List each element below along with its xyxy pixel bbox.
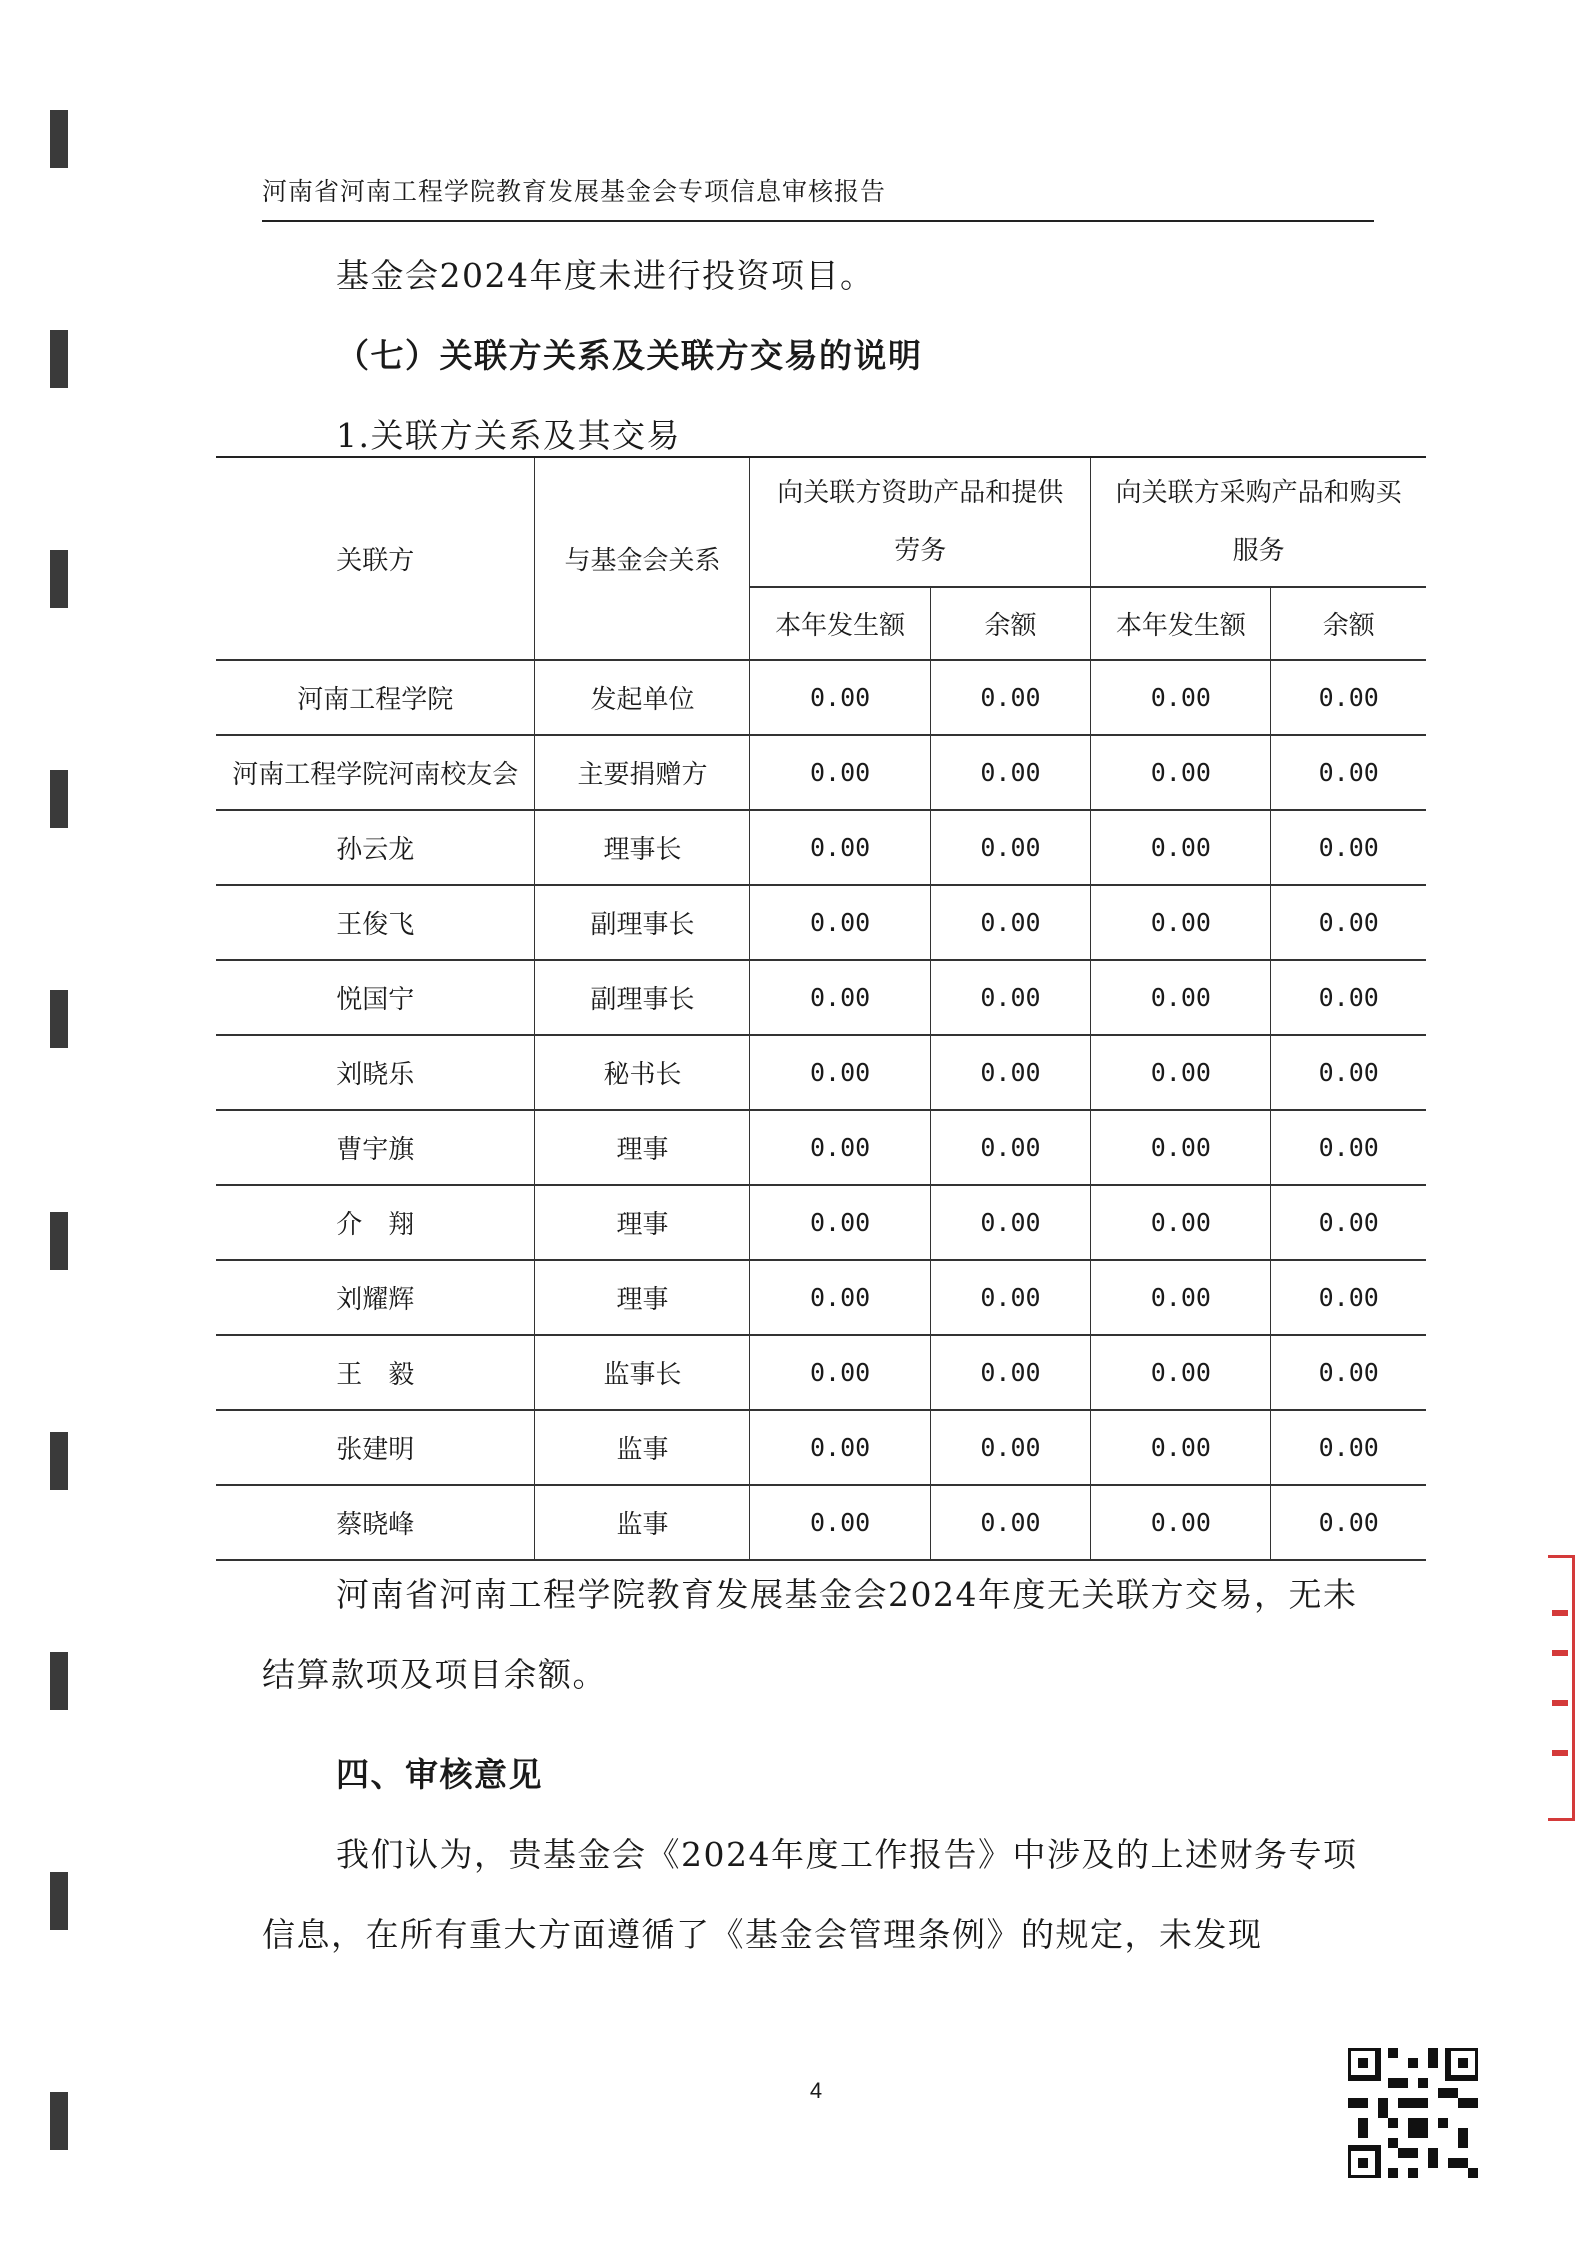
value-cell: 0.00 (1271, 1185, 1426, 1260)
value-cell: 0.00 (1091, 1035, 1271, 1110)
table-row (216, 1035, 1426, 1110)
value-cell: 0.00 (1091, 1185, 1271, 1260)
party-cell: 张建明 (216, 1410, 535, 1485)
value-cell: 0.00 (1091, 1110, 1271, 1185)
party-cell: 介 翔 (216, 1185, 535, 1260)
value-cell: 0.00 (1091, 960, 1271, 1035)
value-cell: 0.00 (930, 1260, 1090, 1335)
relation-cell: 理事 (535, 1185, 750, 1260)
value-cell: 0.00 (930, 885, 1090, 960)
party-cell: 河南工程学院河南校友会 (216, 735, 535, 810)
value-cell: 0.00 (1271, 810, 1426, 885)
value-cell: 0.00 (1271, 1260, 1426, 1335)
paragraph-opinion: 我们认为，贵基金会《2024年度工作报告》中涉及的上述财务专项信息，在所有重大方面遵循了《基金会管理条例》的规定，未发现 (262, 1835, 1358, 1954)
sub-header-amount: 本年发生额 (750, 587, 930, 660)
relation-cell: 监事 (535, 1410, 750, 1485)
table-row (216, 810, 1426, 885)
table-row (216, 960, 1426, 1035)
table-row (216, 1335, 1426, 1410)
relation-cell: 理事长 (535, 810, 750, 885)
group-purchase-label: 向关联方采购产品和购买服务 (1115, 478, 1402, 566)
value-cell: 0.00 (750, 1110, 930, 1185)
party-cell: 王俊飞 (216, 885, 535, 960)
value-cell: 0.00 (1091, 660, 1271, 735)
binding-mark (50, 1652, 68, 1710)
sub-header-amount: 本年发生额 (1091, 587, 1271, 660)
binding-mark (50, 990, 68, 1048)
party-cell: 河南工程学院 (216, 660, 535, 735)
value-cell: 0.00 (750, 1035, 930, 1110)
value-cell: 0.00 (1271, 1110, 1426, 1185)
value-cell: 0.00 (750, 810, 930, 885)
col-header-party: 关联方 (216, 457, 535, 660)
binding-mark (50, 330, 68, 388)
seal-stamp-mark (1552, 1700, 1568, 1706)
seal-stamp (1548, 1555, 1575, 1821)
value-cell: 0.00 (930, 660, 1090, 735)
table-row (216, 1185, 1426, 1260)
seal-stamp-mark (1552, 1750, 1568, 1756)
value-cell: 0.00 (1091, 1410, 1271, 1485)
sub-header-balance: 余额 (1271, 587, 1426, 660)
relation-cell: 副理事长 (535, 960, 750, 1035)
section-heading-related-parties: （七）关联方关系及关联方交易的说明 (336, 336, 923, 375)
table-row (216, 1260, 1426, 1335)
value-cell: 0.00 (1271, 1035, 1426, 1110)
table-row (216, 1485, 1426, 1560)
paragraph-no-transactions: 河南省河南工程学院教育发展基金会2024年度无关联方交易，无未结算款项及项目余额。 (262, 1575, 1358, 1694)
sub-header-balance: 余额 (930, 587, 1090, 660)
table-row (216, 1410, 1426, 1485)
value-cell: 0.00 (750, 960, 930, 1035)
value-cell: 0.00 (1271, 1335, 1426, 1410)
group-provide-label: 向关联方资助产品和提供劳务 (777, 478, 1064, 566)
value-cell: 0.00 (1271, 960, 1426, 1035)
party-cell: 蔡晓峰 (216, 1485, 535, 1560)
value-cell: 0.00 (1271, 1485, 1426, 1560)
value-cell: 0.00 (750, 885, 930, 960)
binding-mark (50, 550, 68, 608)
binding-mark (50, 1432, 68, 1490)
value-cell: 0.00 (750, 1410, 930, 1485)
value-cell: 0.00 (750, 1335, 930, 1410)
relation-cell: 理事 (535, 1110, 750, 1185)
value-cell: 0.00 (1271, 885, 1426, 960)
value-cell: 0.00 (1091, 1335, 1271, 1410)
table-row (216, 885, 1426, 960)
value-cell: 0.00 (750, 1185, 930, 1260)
table-row (216, 660, 1426, 735)
value-cell: 0.00 (1271, 660, 1426, 735)
value-cell: 0.00 (1091, 885, 1271, 960)
binding-mark (50, 770, 68, 828)
value-cell: 0.00 (930, 1035, 1090, 1110)
party-cell: 曹宇旗 (216, 1110, 535, 1185)
value-cell: 0.00 (1091, 1485, 1271, 1560)
value-cell: 0.00 (930, 810, 1090, 885)
relation-cell: 秘书长 (535, 1035, 750, 1110)
value-cell: 0.00 (930, 1485, 1090, 1560)
page-number: 4 (809, 2078, 823, 2103)
relation-cell: 监事 (535, 1485, 750, 1560)
party-cell: 孙云龙 (216, 810, 535, 885)
party-cell: 悦国宁 (216, 960, 535, 1035)
seal-stamp-mark (1552, 1650, 1568, 1656)
value-cell: 0.00 (1091, 810, 1271, 885)
related-party-table (216, 456, 1426, 1561)
value-cell: 0.00 (1091, 735, 1271, 810)
table-row (216, 1110, 1426, 1185)
table-row (216, 735, 1426, 810)
value-cell: 0.00 (750, 1260, 930, 1335)
value-cell: 0.00 (930, 735, 1090, 810)
binding-mark (50, 1872, 68, 1930)
col-header-group-provide (750, 457, 1091, 587)
relation-cell: 主要捐赠方 (535, 735, 750, 810)
col-header-relation: 与基金会关系 (535, 457, 750, 660)
value-cell: 0.00 (1271, 735, 1426, 810)
paragraph-investment: 基金会2024年度未进行投资项目。 (336, 256, 875, 295)
qr-code-icon (1348, 2048, 1478, 2178)
relation-cell: 副理事长 (535, 885, 750, 960)
party-cell: 刘晓乐 (216, 1035, 535, 1110)
section-heading-audit-opinion: 四、审核意见 (336, 1755, 543, 1794)
col-header-group-purchase (1091, 457, 1426, 587)
value-cell: 0.00 (1271, 1410, 1426, 1485)
value-cell: 0.00 (750, 1485, 930, 1560)
value-cell: 0.00 (930, 1185, 1090, 1260)
value-cell: 0.00 (930, 960, 1090, 1035)
relation-cell: 发起单位 (535, 660, 750, 735)
subheading-relations: 1.关联方关系及其交易 (336, 416, 681, 455)
relation-cell: 理事 (535, 1260, 750, 1335)
value-cell: 0.00 (750, 735, 930, 810)
page-header: 河南省河南工程学院教育发展基金会专项信息审核报告 (262, 172, 1374, 222)
relation-cell: 监事长 (535, 1335, 750, 1410)
binding-mark (50, 110, 68, 168)
binding-mark (50, 1212, 68, 1270)
value-cell: 0.00 (930, 1335, 1090, 1410)
value-cell: 0.00 (750, 660, 930, 735)
party-cell: 王 毅 (216, 1335, 535, 1410)
party-cell: 刘耀辉 (216, 1260, 535, 1335)
value-cell: 0.00 (1091, 1260, 1271, 1335)
seal-stamp-mark (1552, 1610, 1568, 1616)
value-cell: 0.00 (930, 1110, 1090, 1185)
value-cell: 0.00 (930, 1410, 1090, 1485)
